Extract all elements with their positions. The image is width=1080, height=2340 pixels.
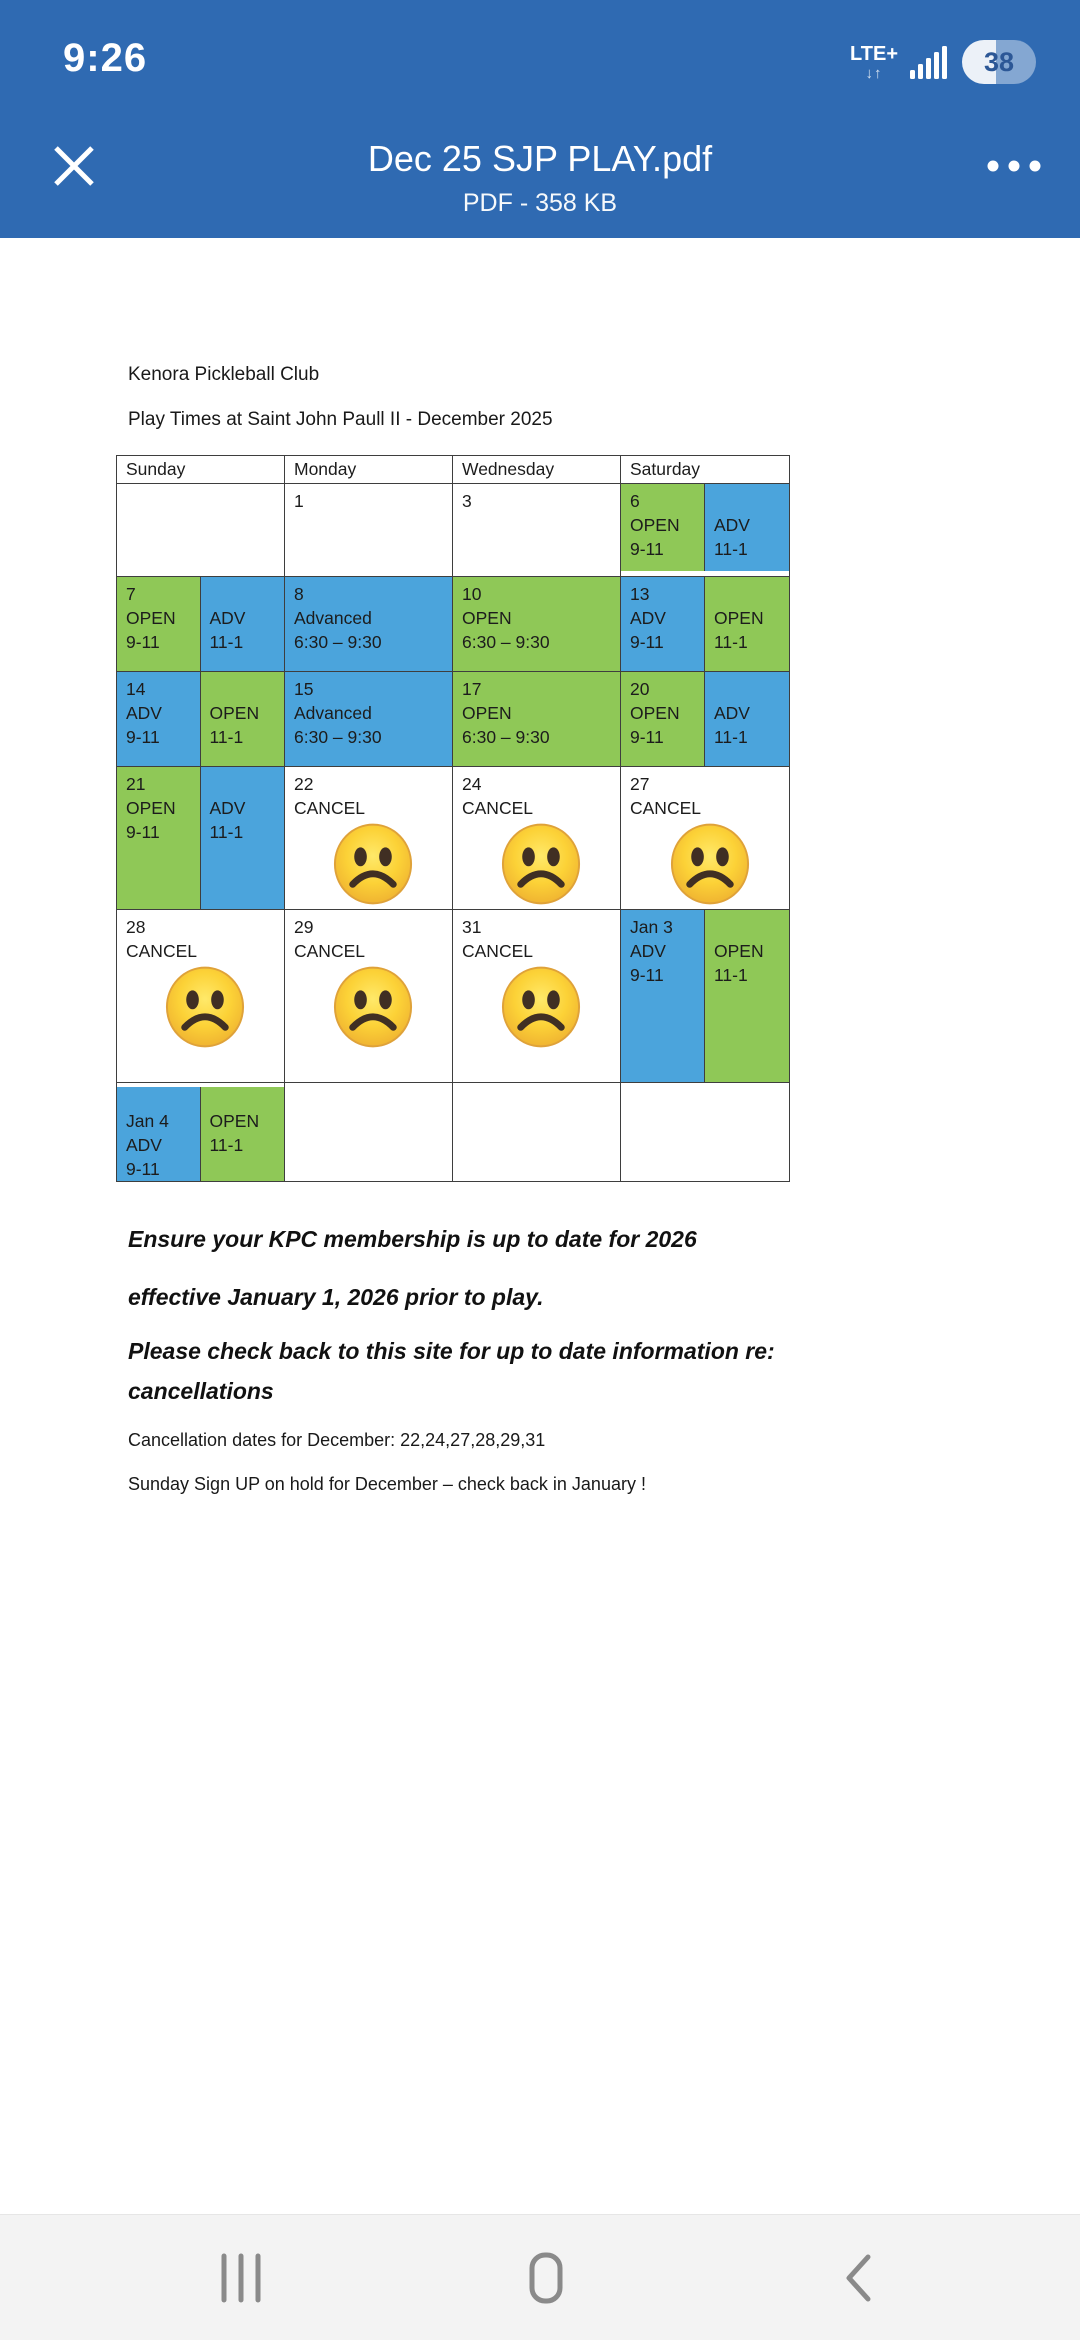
file-name: Dec 25 SJP PLAY.pdf xyxy=(367,138,713,179)
calendar-day-header: Wednesday xyxy=(453,456,621,483)
cell-line: 9-11 xyxy=(630,727,664,747)
calendar-cell xyxy=(285,577,453,671)
cell-line: 1 xyxy=(294,491,304,511)
cell-line xyxy=(714,582,789,606)
cell-line: 11-1 xyxy=(209,1135,244,1155)
schedule-sub-cell xyxy=(201,1087,285,1181)
cell-line: 9-11 xyxy=(630,632,664,652)
calendar-cell xyxy=(117,672,285,766)
calendar-cell xyxy=(117,767,285,909)
signal-strength-icon xyxy=(910,44,950,80)
cell-line: 15 xyxy=(294,679,314,699)
calendar-day-header: Saturday xyxy=(630,459,701,479)
sunday-signup-note: Sunday Sign UP on hold for December – check back in January ! xyxy=(128,1474,646,1494)
calendar-cell xyxy=(621,767,789,909)
cell-line: 13 xyxy=(630,584,650,604)
cell-line: OPEN xyxy=(714,941,764,961)
cell-line: 8 xyxy=(294,584,304,604)
cell-line xyxy=(210,582,285,606)
split-schedule-block xyxy=(117,1087,284,1181)
calendar-cell xyxy=(453,910,621,1082)
calendar-cell xyxy=(453,577,621,671)
cell-line: OPEN xyxy=(462,608,512,628)
calendar-cell xyxy=(453,1083,621,1181)
cell-line: 10 xyxy=(462,584,482,604)
android-nav-bar xyxy=(0,2214,1080,2340)
calendar-cell xyxy=(117,910,285,1082)
cell-line xyxy=(714,677,789,701)
calendar-cell xyxy=(621,1083,789,1181)
battery-percent: 38 xyxy=(983,46,1015,77)
cell-line: CANCEL xyxy=(462,798,533,818)
cell-line: 11-1 xyxy=(714,539,748,559)
cell-line: 14 xyxy=(126,679,146,699)
more-options-button[interactable] xyxy=(982,138,1046,194)
cell-line xyxy=(210,772,285,796)
schedule-sub-cell xyxy=(117,577,201,671)
cell-line: Jan 3 xyxy=(630,917,673,937)
cell-line xyxy=(210,677,285,701)
cell-line: 11-1 xyxy=(714,727,748,747)
calendar-cell xyxy=(285,767,453,909)
calendar-cell xyxy=(621,577,789,671)
recents-button[interactable] xyxy=(198,2245,284,2311)
cell-line: 6:30 – 9:30 xyxy=(462,632,550,652)
schedule-sub-cell xyxy=(621,910,705,1082)
cell-line: 11-1 xyxy=(209,632,244,652)
cell-line: 9-11 xyxy=(630,539,664,559)
calendar-cell xyxy=(453,672,621,766)
calendar-table xyxy=(116,455,790,1182)
calendar-day-header: Sunday xyxy=(117,456,285,483)
schedule-sub-cell xyxy=(705,484,789,571)
cell-line: CANCEL xyxy=(294,798,365,818)
cell-line: ADV xyxy=(209,608,246,628)
check-back-note-line2: cancellations xyxy=(128,1378,274,1404)
cell-line: 9-11 xyxy=(126,1159,160,1179)
calendar-row xyxy=(117,766,789,909)
schedule-sub-cell xyxy=(705,910,789,1082)
calendar-cell xyxy=(453,767,621,909)
schedule-sub-cell xyxy=(117,672,201,766)
calendar-row xyxy=(117,576,789,671)
calendar-row xyxy=(117,909,789,1082)
check-back-note xyxy=(128,1331,775,1411)
frowning-face-emoji xyxy=(668,822,752,906)
split-schedule-block xyxy=(621,672,789,766)
frowning-face-emoji xyxy=(499,965,583,1049)
calendar-cell xyxy=(285,672,453,766)
cell-line: 17 xyxy=(462,679,482,699)
app-header xyxy=(0,0,1080,238)
cell-line: OPEN xyxy=(126,608,176,628)
cell-line: OPEN xyxy=(630,703,680,723)
cell-line: OPEN xyxy=(209,703,260,723)
cell-line: 6:30 – 9:30 xyxy=(294,632,382,652)
cell-line: 21 xyxy=(126,774,146,794)
cancellation-dates-note: Cancellation dates for December: 22,24,27,28,29,31 xyxy=(128,1430,546,1450)
cell-line: ADV xyxy=(126,1135,162,1155)
home-icon xyxy=(529,2252,563,2304)
cell-line: 11-1 xyxy=(714,965,748,985)
cell-line xyxy=(714,489,789,513)
cell-line xyxy=(714,915,789,939)
cell-line: 6:30 – 9:30 xyxy=(462,727,550,747)
cell-line: OPEN xyxy=(714,608,764,628)
calendar-cell xyxy=(621,484,789,576)
cell-line: 27 xyxy=(630,774,650,794)
data-arrows-icon: ↓↑ xyxy=(865,64,883,82)
cell-line: 7 xyxy=(126,584,136,604)
cell-line: OPEN xyxy=(209,1111,260,1131)
status-time: 9:26 xyxy=(63,36,148,80)
schedule-sub-cell xyxy=(201,577,285,671)
ellipsis-icon xyxy=(984,156,1044,176)
recents-icon xyxy=(220,2253,262,2303)
cell-line: CANCEL xyxy=(630,798,701,818)
schedule-sub-cell xyxy=(621,672,705,766)
split-schedule-block xyxy=(621,910,789,1082)
network-type-label: LTE+ xyxy=(850,42,898,65)
split-schedule-block xyxy=(621,484,789,571)
calendar-cell xyxy=(621,910,789,1082)
file-title-block xyxy=(140,138,940,218)
status-icons xyxy=(850,40,1036,84)
doc-heading-schedule: Play Times at Saint John Paull II - December 2025 xyxy=(128,409,553,430)
cell-line: 3 xyxy=(462,491,472,511)
frowning-face-emoji xyxy=(163,965,247,1049)
calendar-row xyxy=(117,1082,789,1181)
frowning-face-emoji xyxy=(499,822,583,906)
file-meta: PDF - 358 KB xyxy=(462,189,618,217)
cell-line: OPEN xyxy=(630,515,680,535)
cell-line: 31 xyxy=(462,917,482,937)
schedule-sub-cell xyxy=(117,1087,201,1181)
calendar-cell xyxy=(285,1083,453,1181)
membership-note-line1: Ensure your KPC membership is up to date for 2026 xyxy=(128,1226,697,1252)
check-back-note-line1: Please check back to this site for up to date information re: xyxy=(128,1338,775,1364)
split-schedule-block xyxy=(117,767,284,909)
cell-line: ADV xyxy=(630,608,666,628)
cell-line: CANCEL xyxy=(294,941,365,961)
schedule-sub-cell xyxy=(117,767,201,909)
cell-line: OPEN xyxy=(126,798,176,818)
cell-line: Jan 4 xyxy=(126,1111,169,1131)
cell-line: Advanced xyxy=(294,608,372,628)
cell-line: ADV xyxy=(714,703,750,723)
cell-line: 9-11 xyxy=(126,727,160,747)
schedule-sub-cell xyxy=(621,484,705,571)
split-schedule-block xyxy=(117,577,284,671)
cell-line: Advanced xyxy=(294,703,372,723)
calendar-cell xyxy=(117,577,285,671)
split-schedule-block xyxy=(117,672,284,766)
cell-line: 20 xyxy=(630,679,650,699)
calendar-row xyxy=(117,671,789,766)
schedule-sub-cell xyxy=(705,672,789,766)
back-icon xyxy=(844,2253,872,2303)
frowning-face-emoji xyxy=(331,965,415,1049)
cell-line: OPEN xyxy=(462,703,512,723)
schedule-sub-cell xyxy=(705,577,789,671)
calendar-header-row xyxy=(117,456,789,483)
cell-line: 9-11 xyxy=(126,632,160,652)
calendar-row xyxy=(117,483,789,576)
back-button[interactable] xyxy=(815,2245,901,2311)
schedule-sub-cell xyxy=(201,672,285,766)
schedule-sub-cell xyxy=(201,767,285,909)
split-schedule-block xyxy=(621,577,789,671)
cell-line: 6:30 – 9:30 xyxy=(294,727,382,747)
network-indicator xyxy=(850,44,898,81)
cell-line: 24 xyxy=(462,774,482,794)
doc-heading-club: Kenora Pickleball Club xyxy=(128,364,320,385)
cell-line: 11-1 xyxy=(209,727,244,747)
cell-line: ADV xyxy=(209,798,246,818)
cell-line: 9-11 xyxy=(126,822,160,842)
calendar-day-header: Monday xyxy=(285,456,453,483)
battery-icon xyxy=(962,40,1036,84)
schedule-sub-cell xyxy=(621,577,705,671)
cell-line: ADV xyxy=(630,941,666,961)
cell-line: ADV xyxy=(126,703,162,723)
calendar-cell xyxy=(117,484,285,576)
close-icon xyxy=(51,143,97,189)
membership-note-line2: effective January 1, 2026 prior to play. xyxy=(128,1284,544,1310)
cell-line: 11-1 xyxy=(714,632,748,652)
cell-line: 29 xyxy=(294,917,314,937)
cell-line: 9-11 xyxy=(630,965,664,985)
close-button[interactable] xyxy=(42,134,106,198)
calendar-cell xyxy=(285,910,453,1082)
cell-line: CANCEL xyxy=(126,941,197,961)
cell-line: 6 xyxy=(630,491,640,511)
cell-line: 22 xyxy=(294,774,314,794)
pdf-page[interactable] xyxy=(0,238,1080,2215)
cell-line: 11-1 xyxy=(209,822,244,842)
calendar-cell xyxy=(117,1083,285,1181)
cell-line: ADV xyxy=(714,515,750,535)
cell-line: CANCEL xyxy=(462,941,533,961)
calendar-cell xyxy=(285,484,453,576)
calendar-cell xyxy=(453,484,621,576)
cell-line: 28 xyxy=(126,917,146,937)
frowning-face-emoji xyxy=(331,822,415,906)
calendar-cell xyxy=(621,672,789,766)
home-button[interactable] xyxy=(503,2245,589,2311)
